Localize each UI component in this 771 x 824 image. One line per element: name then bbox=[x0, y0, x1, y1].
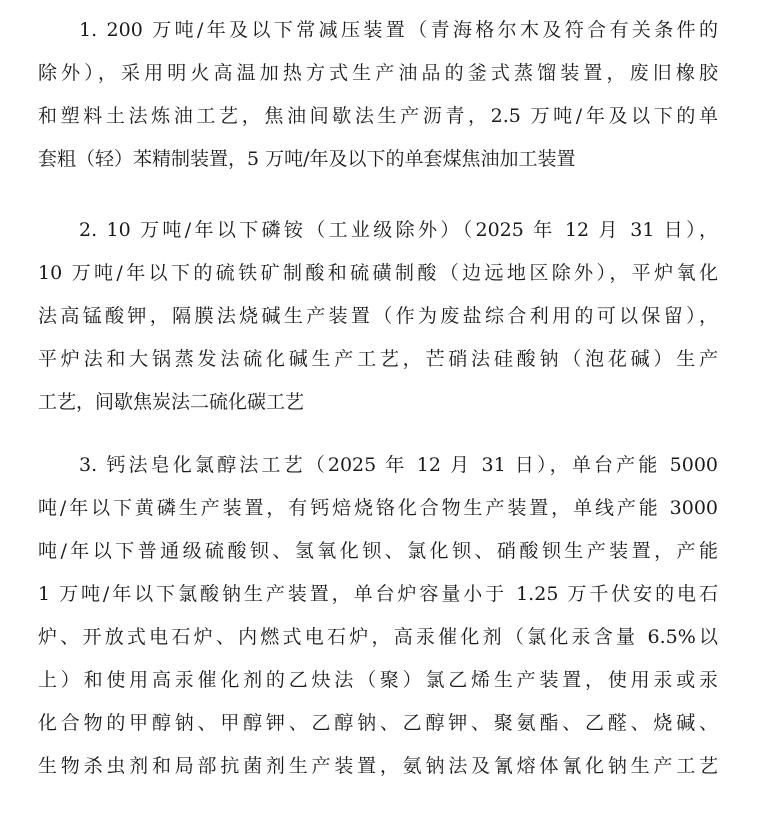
paragraph-line: 吨/年以下黄磷生产装置，有钙焙烧铬化合物生产装置，单线产能 3000 bbox=[38, 497, 718, 519]
paragraph-line: 上）和使用高汞催化剂的乙炔法（聚）氯乙烯生产装置，使用汞或汞 bbox=[38, 669, 718, 691]
paragraph-line: 吨/年以下普通级硫酸钡、氢氧化钡、氯化钡、硝酸钡生产装置，产能 bbox=[38, 540, 718, 562]
paragraph-line: 3. 钙法皂化氯醇法工艺（2025 年 12 月 31 日），单台产能 5000 bbox=[79, 454, 718, 476]
paragraph-line: 10 万吨/年以下的硫铁矿制酸和硫磺制酸（边远地区除外），平炉氧化 bbox=[38, 262, 718, 284]
paragraph-line: 平炉法和大锅蒸发法硫化碱生产工艺，芒硝法硅酸钠（泡花碱）生产 bbox=[38, 348, 718, 370]
paragraph-line: 和塑料土法炼油工艺，焦油间歇法生产沥青，2.5 万吨/年及以下的单 bbox=[38, 105, 718, 127]
paragraph-line: 炉、开放式电石炉、内燃式电石炉，高汞催化剂（氯化汞含量 6.5%以 bbox=[38, 626, 718, 648]
paragraph-line: 化合物的甲醇钠、甲醇钾、乙醇钠、乙醇钾、聚氨酯、乙醛、烧碱、 bbox=[38, 712, 718, 734]
paragraph-line: 套粗（轻）苯精制装置，5 万吨/年及以下的单套煤焦油加工装置 bbox=[38, 148, 576, 170]
paragraph-line: 1. 200 万吨/年及以下常减压装置（青海格尔木及符合有关条件的 bbox=[79, 19, 718, 41]
paragraph-line: 1 万吨/年以下氯酸钠生产装置，单台炉容量小于 1.25 万千伏安的电石 bbox=[38, 583, 718, 605]
paragraph-line: 生物杀虫剂和局部抗菌剂生产装置，氨钠法及氰熔体氰化钠生产工艺 bbox=[38, 755, 718, 777]
paragraph-line: 法高锰酸钾，隔膜法烧碱生产装置（作为废盐综合利用的可以保留）， bbox=[38, 305, 718, 327]
paragraph-line: 除外），采用明火高温加热方式生产油品的釜式蒸馏装置，废旧橡胶 bbox=[38, 62, 718, 84]
paragraph-line: 工艺，间歇焦炭法二硫化碳工艺 bbox=[38, 391, 305, 413]
paragraph-line: 2. 10 万吨/年以下磷铵（工业级除外）（2025 年 12 月 31 日）， bbox=[79, 219, 718, 241]
